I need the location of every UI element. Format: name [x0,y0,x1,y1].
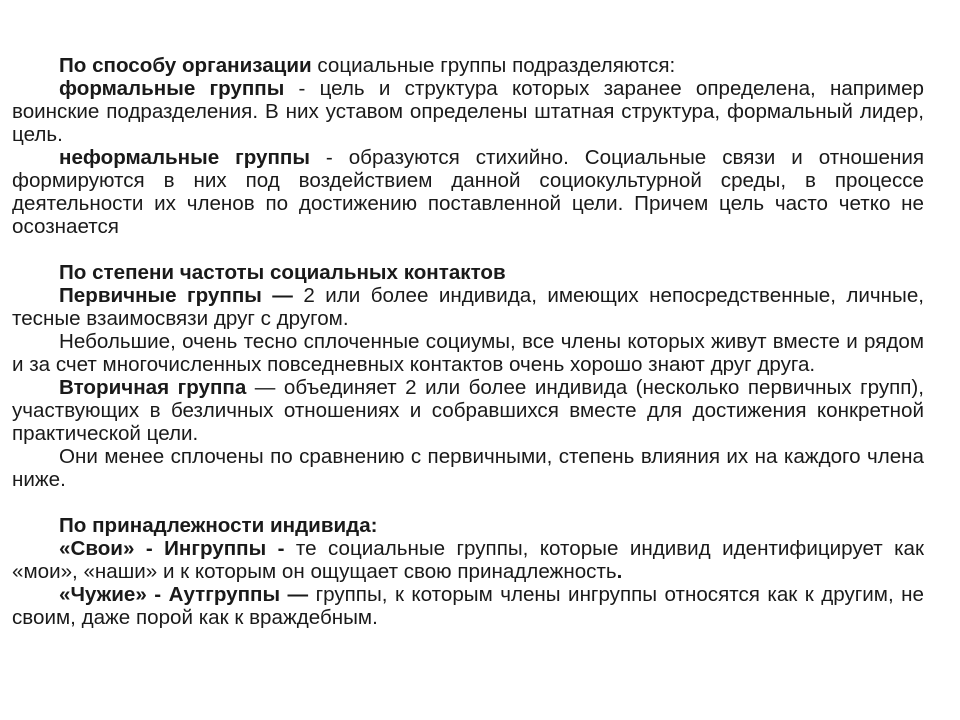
section-heading-organization [12,54,924,77]
definition-text: - цель и структура которых заранее определена, например воинские подразделения. В них уставом определены штатная структура, формальный лидер, цель. [12,77,924,146]
section-heading-contacts [12,261,924,284]
heading-bold: По степени частоты социальных контактов [59,261,506,284]
term-bold: формальные группы [59,77,285,100]
slide-content [12,54,924,629]
definition-text: - образуются стихийно. Социальные связи и отношения формируются в них под воздействием данной социокультурной среды, в процессе деятельности их членов по достижению поставленной цели. Причем цель часто четко не осознается [12,146,924,238]
definition-text: те социальные группы, которые индивид идентифицирует как «мои», «наши» и к которым он ощущает свою принадлежность [12,537,924,583]
term-bold: «Свои» - Ингруппы - [59,537,285,560]
definition-text: — объединяет 2 или более индивида (несколько первичных групп), участвующих в безличных отношениях и собравшихся вместе для достижения конкретной практической цели. [12,376,924,445]
tail-bold: . [616,560,623,583]
paragraph-primary-groups-detail [12,330,924,376]
paragraph-outgroups [12,583,924,629]
heading-bold: По принадлежности индивида: [59,514,378,537]
term-bold: Первичные группы — [59,284,293,307]
definition-text: Они менее сплочены по сравнению с первичными, степень влияния их на каждого члена ниже. [12,445,924,491]
term-bold: Вторичная группа [59,376,247,399]
paragraph-secondary-group-detail [12,445,924,491]
spacer [12,491,924,514]
term-bold: «Чужие» - Аутгруппы — [59,583,309,606]
heading-text: социальные группы подразделяются: [311,54,676,77]
definition-text: 2 или более индивида, имеющих непосредственные, личные, тесные взаимосвязи друг с другом. [12,284,924,330]
section-heading-belonging [12,514,924,537]
paragraph-formal-groups [12,77,924,146]
paragraph-secondary-group [12,376,924,445]
definition-text: Небольшие, очень тесно сплоченные социумы, все члены которых живут вместе и рядом и за счет многочисленных повседневных контактов очень хорошо знают друг друга. [12,330,924,376]
spacer [12,238,924,261]
paragraph-ingroups [12,537,924,583]
term-bold: неформальные группы [59,146,310,169]
paragraph-informal-groups [12,146,924,238]
heading-bold: По способу организации [59,54,312,77]
paragraph-primary-groups [12,284,924,330]
definition-text: группы, к которым члены ингруппы относятся как к другим, не своим, даже порой как к враждебным. [12,583,924,629]
